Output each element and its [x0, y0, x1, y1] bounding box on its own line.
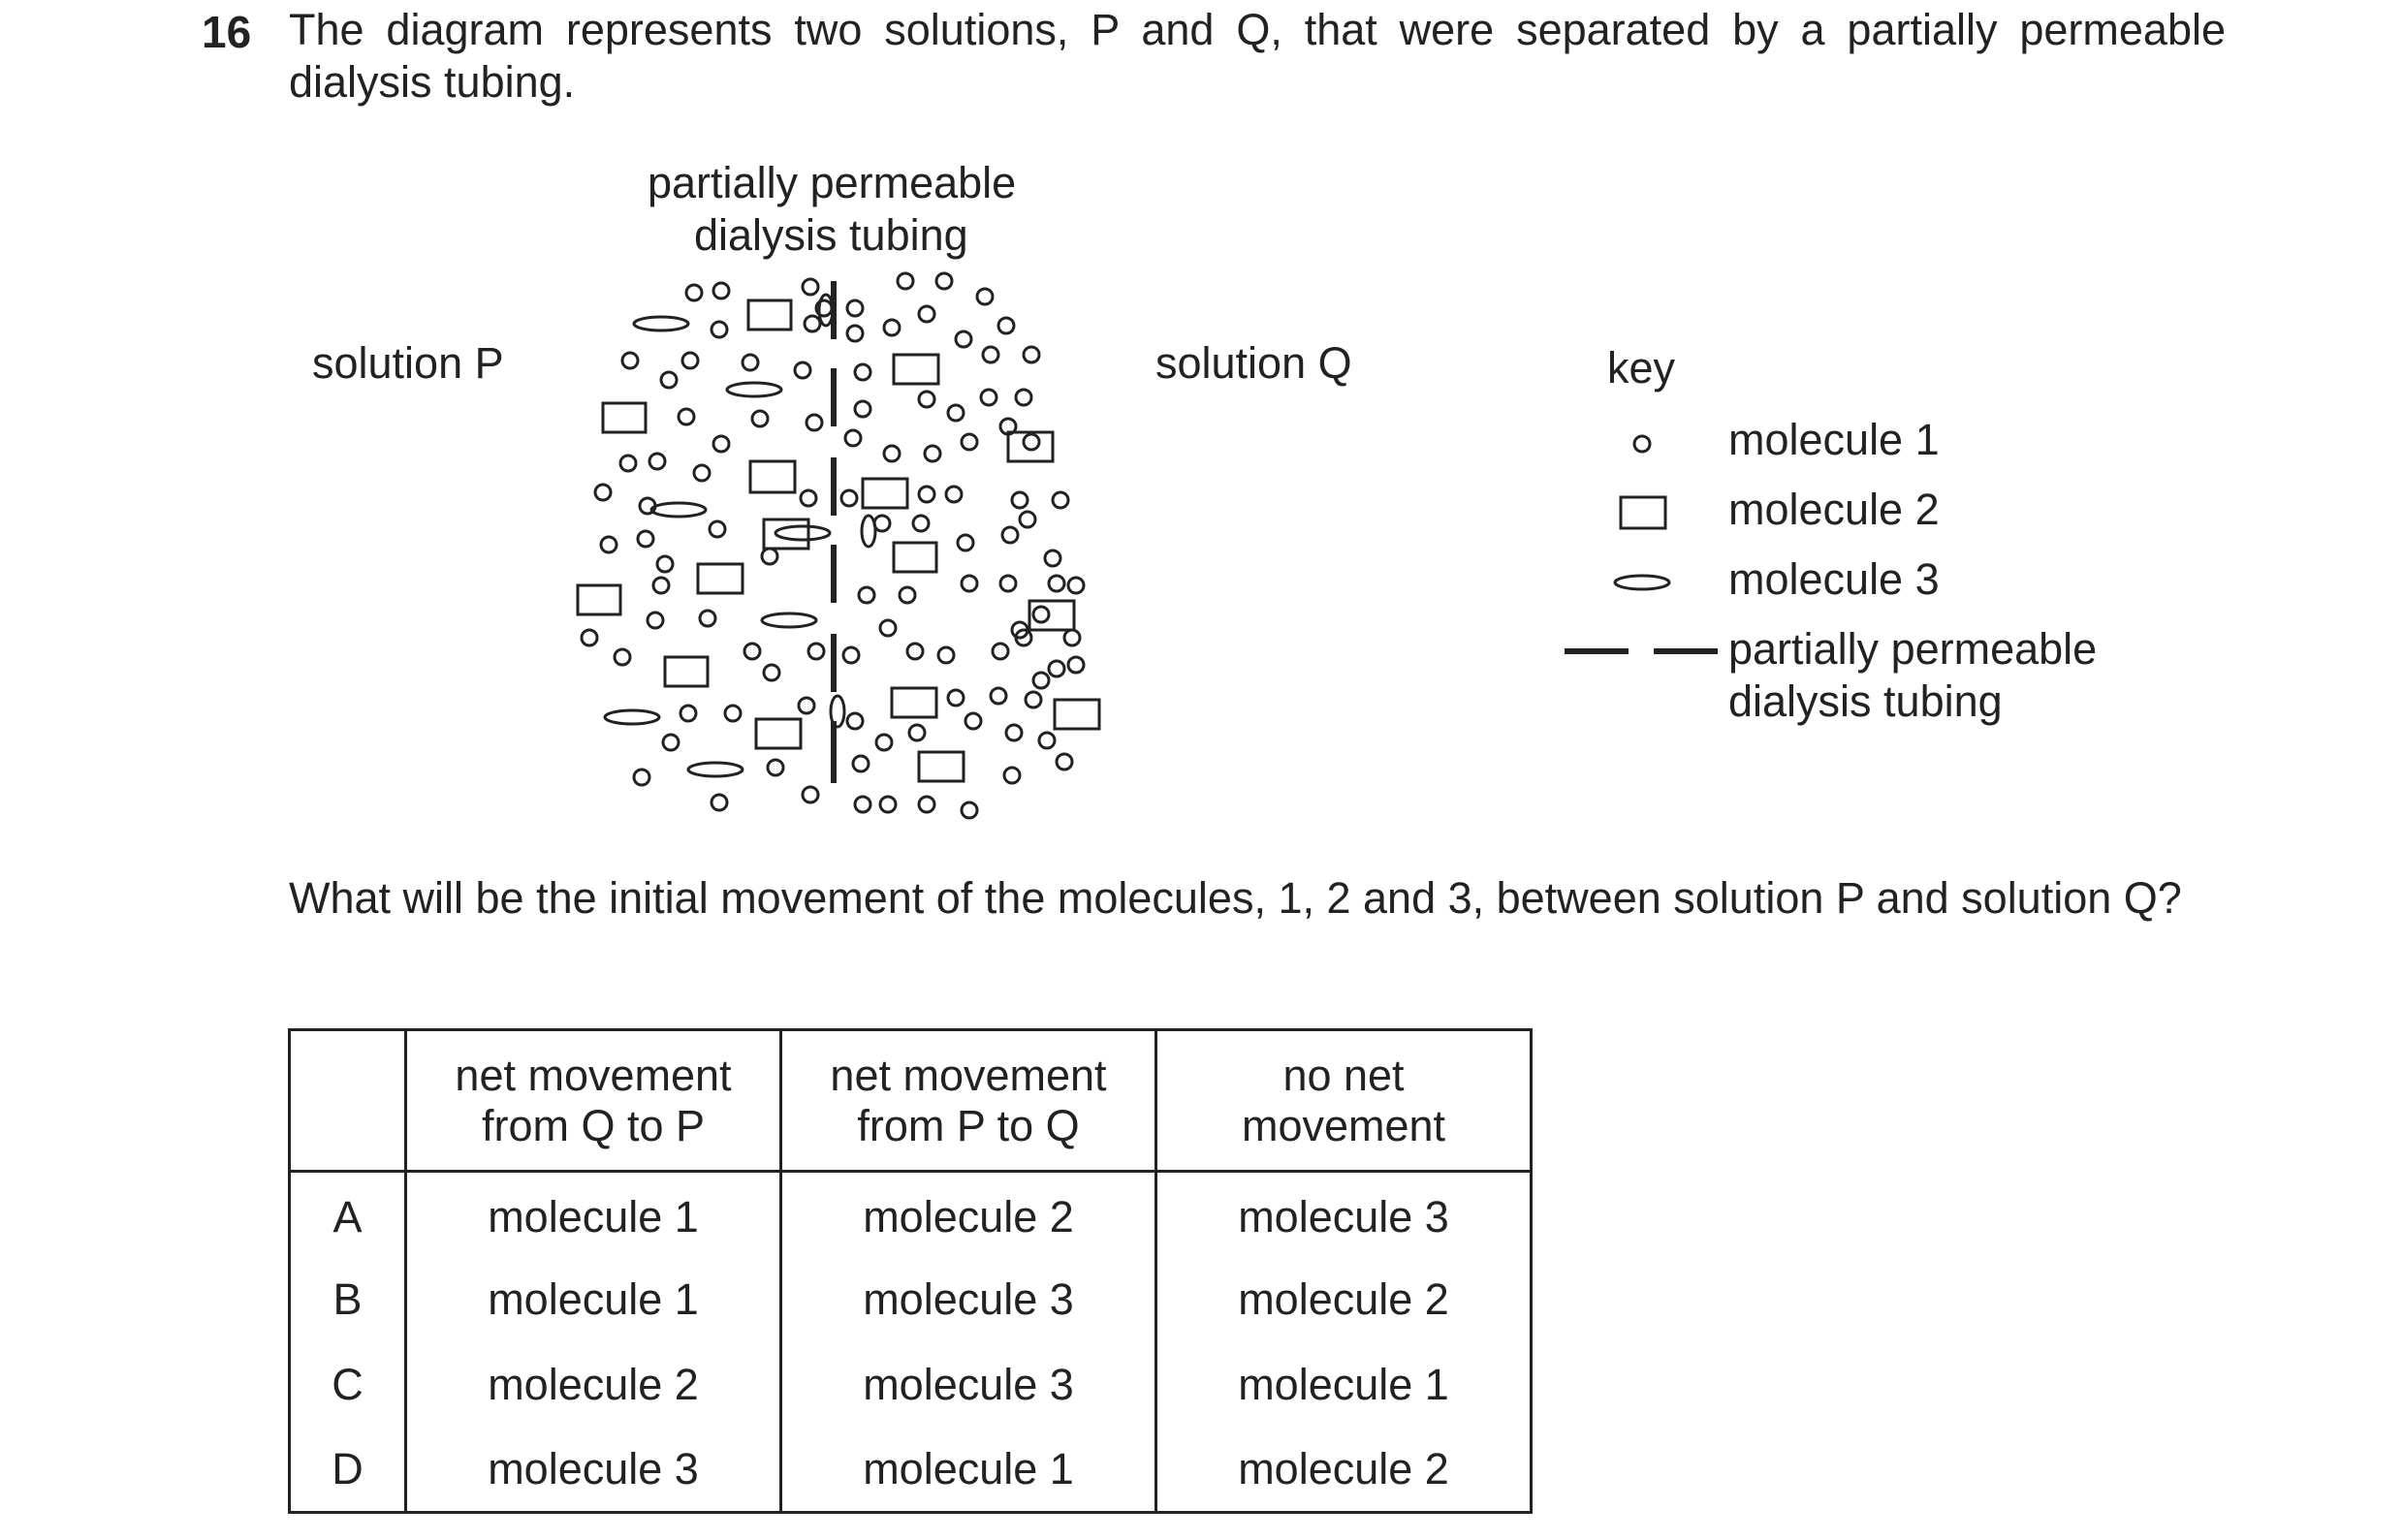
molecule-1-circle: [962, 434, 977, 450]
molecule-1-circle: [712, 322, 727, 337]
header-p-to-q: [781, 1030, 1156, 1172]
circle-icon: [1634, 436, 1650, 452]
molecule-1-circle: [880, 620, 896, 636]
molecule-1-circle: [876, 735, 892, 750]
molecule-1-circle: [1002, 527, 1018, 543]
molecule-1-circle: [1026, 692, 1041, 707]
molecule-1-circle: [710, 521, 725, 537]
molecule-1-circle: [880, 797, 896, 812]
molecule-1-circle: [965, 713, 981, 729]
molecule-1-circle: [1020, 512, 1035, 527]
key-molecule-2-label: molecule 2: [1728, 485, 1940, 534]
molecule-1-circle: [743, 355, 758, 370]
molecule-2-rectangle: [764, 519, 808, 549]
molecule-1-circle: [919, 797, 934, 812]
molecule-1-circle: [983, 347, 998, 362]
molecule-1-circle: [713, 283, 729, 299]
molecule-1-circle: [1045, 550, 1060, 566]
molecule-1-circle: [648, 613, 663, 628]
molecule-1-circle: [679, 409, 694, 424]
cell-p-to-q: molecule 2: [781, 1172, 1156, 1257]
header-empty: [290, 1030, 406, 1172]
molecule-1-circle: [948, 690, 964, 706]
molecule-1-circle: [657, 556, 673, 572]
header-q-to-p: [406, 1030, 781, 1172]
cell-no-net: molecule 3: [1156, 1172, 1532, 1257]
molecule-1-circle: [582, 630, 597, 645]
cell-no-net: molecule 2: [1156, 1257, 1532, 1342]
molecule-1-circle: [938, 647, 954, 663]
molecule-1-circle: [638, 531, 653, 547]
molecule-1-circle: [1012, 492, 1028, 508]
molecule-3-ellipse: [775, 526, 830, 540]
molecule-1-circle: [936, 273, 952, 289]
molecule-2-rectangle: [1008, 432, 1053, 461]
key-tubing-label-line2: dialysis tubing: [1728, 676, 2003, 726]
question-prompt: What will be the initial movement of the molecules, 1, 2 and 3, between solution P and solution Q?: [289, 873, 2182, 923]
tubing-label-line1: partially permeable: [648, 158, 1017, 207]
header-no-net: [1156, 1030, 1532, 1172]
molecule-1-circle: [744, 644, 760, 659]
molecule-2-rectangle: [1055, 700, 1099, 729]
cell-q-to-p: molecule 2: [406, 1342, 781, 1428]
molecule-1-circle: [993, 644, 1008, 659]
cell-no-net: molecule 1: [1156, 1342, 1532, 1428]
molecule-1-circle: [909, 725, 925, 740]
molecule-1-circle: [843, 647, 859, 663]
molecule-2-rectangle: [578, 585, 620, 614]
cell-p-to-q: molecule 3: [781, 1257, 1156, 1342]
cell-q-to-p: molecule 1: [406, 1257, 781, 1342]
molecule-1-circle: [601, 537, 617, 552]
table-row-d[interactable]: [290, 1428, 1532, 1513]
molecule-3-ellipse: [651, 503, 706, 517]
molecule-1-circle: [841, 490, 857, 506]
option-letter: A: [290, 1172, 406, 1257]
molecule-1-circle: [855, 401, 870, 417]
cell-p-to-q: molecule 3: [781, 1342, 1156, 1428]
molecule-1-circle: [752, 411, 768, 426]
molecule-1-circle: [884, 446, 900, 461]
cell-no-net: molecule 2: [1156, 1428, 1532, 1513]
ellipse-icon: [1615, 576, 1669, 589]
molecule-1-circle: [682, 353, 698, 368]
molecule-2-rectangle: [665, 657, 708, 686]
molecule-1-circle: [768, 760, 783, 775]
molecule-1-circle: [855, 797, 870, 812]
key-tubing-label-line1: partially permeable: [1728, 624, 2098, 674]
molecule-1-circle: [991, 688, 1006, 704]
molecule-1-circle: [694, 465, 710, 481]
cell-q-to-p: molecule 1: [406, 1172, 781, 1257]
molecule-1-circle: [803, 279, 818, 295]
molecule-1-circle: [1033, 607, 1049, 622]
molecule-1-circle: [898, 273, 913, 289]
molecule-2-rectangle: [894, 355, 938, 384]
molecule-1-circle: [680, 706, 696, 721]
rectangle-icon: [1621, 497, 1665, 528]
molecule-1-circle: [1024, 434, 1039, 450]
molecule-1-circle: [700, 611, 715, 626]
solution-q-label: solution Q: [1155, 338, 1352, 388]
molecule-1-circle: [713, 436, 729, 452]
molecule-1-circle: [1049, 661, 1064, 676]
molecule-1-circle: [919, 306, 934, 322]
key-title: key: [1607, 343, 1676, 393]
molecule-1-circle: [853, 756, 869, 771]
molecule-1-circle: [847, 713, 863, 729]
molecule-1-circle: [946, 487, 962, 502]
molecule-3-ellipse-vertical: [831, 696, 844, 727]
molecule-2-rectangle: [750, 461, 795, 492]
header-q-to-p-line1: net movement: [455, 1050, 732, 1100]
table-row-a[interactable]: [290, 1172, 1532, 1257]
molecule-2-rectangle: [698, 564, 743, 593]
molecule-1-circle: [1049, 576, 1064, 591]
molecule-1-circle: [725, 706, 741, 721]
header-no-net-line2: movement: [1241, 1100, 1446, 1150]
molecule-1-circle: [712, 795, 727, 810]
molecule-1-circle: [1064, 630, 1080, 645]
molecule-2-rectangle: [603, 403, 646, 432]
molecule-1-circle: [805, 316, 820, 331]
molecule-1-circle: [595, 485, 611, 500]
molecule-1-circle: [615, 649, 630, 665]
molecule-2-rectangle: [919, 752, 964, 781]
answer-options-table: [288, 1028, 1533, 1514]
molecule-3-ellipse: [605, 710, 659, 724]
molecule-1-circle: [1039, 733, 1055, 748]
molecule-1-circle: [661, 372, 677, 388]
molecule-1-circle: [634, 770, 649, 785]
molecule-1-circle: [884, 320, 900, 335]
molecule-1-circle: [1033, 673, 1049, 688]
molecule-1-circle: [981, 390, 996, 405]
molecule-1-circle: [977, 289, 993, 304]
molecule-1-circle: [653, 578, 669, 593]
option-letter: B: [290, 1257, 406, 1342]
molecule-1-circle: [998, 318, 1014, 333]
molecule-1-circle: [1024, 347, 1039, 362]
header-p-to-q-line2: from P to Q: [857, 1100, 1080, 1150]
molecule-1-circle: [958, 535, 973, 550]
molecule-1-circle: [900, 587, 915, 603]
molecule-1-circle: [795, 362, 810, 378]
molecule-2-rectangle: [748, 300, 791, 330]
molecule-2-rectangle: [1029, 601, 1074, 630]
molecule-1-circle: [919, 392, 934, 407]
molecule-1-circle: [847, 326, 863, 341]
molecule-1-circle: [845, 430, 861, 446]
molecule-2-rectangle: [756, 719, 801, 748]
molecule-1-circle: [803, 787, 818, 802]
header-no-net-line1: no net: [1282, 1050, 1405, 1100]
molecule-1-circle: [925, 446, 940, 461]
molecule-1-circle: [649, 454, 665, 469]
molecule-1-circle: [907, 644, 923, 659]
molecule-1-circle: [913, 516, 929, 531]
table-row-c[interactable]: [290, 1342, 1532, 1428]
key-molecule-1-label: molecule 1: [1728, 415, 1940, 464]
cell-q-to-p: molecule 3: [406, 1428, 781, 1513]
key-symbols: [1565, 436, 1718, 651]
tubing-label-line2: dialysis tubing: [694, 210, 968, 260]
molecule-1-circle: [1053, 492, 1068, 508]
molecule-3-ellipse: [688, 763, 743, 776]
molecule-1-circle: [801, 490, 816, 506]
molecule-2-rectangle: [892, 688, 936, 717]
molecule-1-circle: [762, 549, 777, 564]
molecule-1-circle: [859, 587, 874, 603]
molecule-1-circle: [1068, 657, 1084, 673]
molecule-1-circle: [948, 405, 964, 421]
molecule-1-circle: [962, 802, 977, 818]
molecule-2-rectangle: [863, 479, 907, 508]
molecule-1-circle: [919, 487, 934, 502]
molecule-1-circle: [1004, 768, 1020, 783]
molecule-1-circle: [1006, 725, 1022, 740]
molecule-1-circle: [764, 665, 779, 680]
molecule-1-circle: [847, 300, 863, 316]
molecule-3-ellipse: [762, 613, 816, 627]
molecule-3-ellipse: [634, 317, 688, 330]
molecule-1-circle: [799, 698, 814, 713]
molecule-1-circle: [1068, 578, 1084, 593]
molecule-1-circle: [1057, 754, 1072, 770]
molecule-1-circle: [1016, 390, 1031, 405]
header-p-to-q-line1: net movement: [830, 1050, 1107, 1100]
header-q-to-p-line2: from Q to P: [481, 1100, 706, 1150]
molecule-1-circle: [1000, 576, 1016, 591]
option-letter: C: [290, 1342, 406, 1428]
solution-p-label: solution P: [312, 338, 504, 388]
key-molecule-3-label: molecule 3: [1728, 554, 1940, 604]
molecule-3-ellipse-vertical: [862, 516, 875, 547]
molecule-1-circle: [855, 364, 870, 380]
option-letter: D: [290, 1428, 406, 1513]
molecule-1-circle: [962, 576, 977, 591]
molecule-3-ellipse: [727, 383, 781, 396]
table-row-b[interactable]: [290, 1257, 1532, 1342]
table-header-row: [290, 1030, 1532, 1172]
molecule-1-circle: [956, 331, 971, 347]
molecule-1-circle: [622, 353, 638, 368]
molecule-1-circle: [620, 456, 636, 471]
molecule-2-rectangle: [894, 543, 936, 572]
molecule-1-circle: [808, 644, 824, 659]
molecule-1-circle: [807, 415, 822, 430]
cell-p-to-q: molecule 1: [781, 1428, 1156, 1513]
question-stem: The diagram represents two solutions, P and Q, that were separated by a partially permeable dialysis tubing.: [289, 5, 2226, 107]
molecule-1-circle: [663, 735, 679, 750]
molecule-1-circle: [686, 285, 702, 300]
molecules-group: [578, 273, 1099, 818]
question-number: 16: [202, 7, 252, 57]
